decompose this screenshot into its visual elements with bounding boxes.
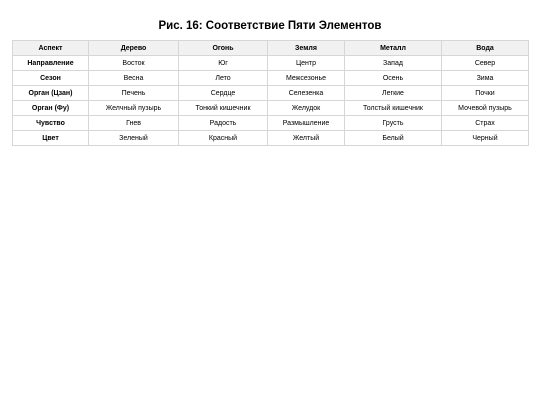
column-header-metal: Металл bbox=[345, 41, 442, 56]
table-cell: Мочевой пузырь bbox=[442, 101, 529, 116]
table-cell: Тонкий кишечник bbox=[179, 101, 268, 116]
table-cell: Межсезонье bbox=[268, 71, 345, 86]
table-cell: Зима bbox=[442, 71, 529, 86]
table-cell: Страх bbox=[442, 116, 529, 131]
table-cell: Весна bbox=[89, 71, 179, 86]
row-label: Орган (Фу) bbox=[13, 101, 89, 116]
table-cell: Размышление bbox=[268, 116, 345, 131]
table-row bbox=[13, 71, 529, 86]
table-cell: Восток bbox=[89, 56, 179, 71]
table-cell: Толстый кишечник bbox=[345, 101, 442, 116]
column-header-fire: Огонь bbox=[179, 41, 268, 56]
table-cell: Сердце bbox=[179, 86, 268, 101]
table-header-row bbox=[13, 41, 529, 56]
table-cell: Желтый bbox=[268, 131, 345, 146]
column-header-wood: Дерево bbox=[89, 41, 179, 56]
column-header-earth: Земля bbox=[268, 41, 345, 56]
table-row bbox=[13, 131, 529, 146]
table-cell: Легкие bbox=[345, 86, 442, 101]
five-elements-table bbox=[12, 40, 529, 146]
row-label: Чувство bbox=[13, 116, 89, 131]
table-cell: Юг bbox=[179, 56, 268, 71]
row-label: Направление bbox=[13, 56, 89, 71]
table-row bbox=[13, 56, 529, 71]
row-label: Сезон bbox=[13, 71, 89, 86]
table-cell: Север bbox=[442, 56, 529, 71]
table-cell: Черный bbox=[442, 131, 529, 146]
table-cell: Желчный пузырь bbox=[89, 101, 179, 116]
table-cell: Белый bbox=[345, 131, 442, 146]
table-row bbox=[13, 86, 529, 101]
table-cell: Грусть bbox=[345, 116, 442, 131]
table-cell: Лето bbox=[179, 71, 268, 86]
column-header-water: Вода bbox=[442, 41, 529, 56]
table-cell: Гнев bbox=[89, 116, 179, 131]
figure-title: Рис. 16: Соответствие Пяти Элементов bbox=[158, 20, 382, 32]
row-label: Орган (Цзан) bbox=[13, 86, 89, 101]
table-cell: Желудок bbox=[268, 101, 345, 116]
table-cell: Почки bbox=[442, 86, 529, 101]
column-header-aspect: Аспект bbox=[13, 41, 89, 56]
row-label: Цвет bbox=[13, 131, 89, 146]
table-cell: Зеленый bbox=[89, 131, 179, 146]
table-cell: Осень bbox=[345, 71, 442, 86]
table-cell: Красный bbox=[179, 131, 268, 146]
table-cell: Печень bbox=[89, 86, 179, 101]
table-cell: Селезенка bbox=[268, 86, 345, 101]
table-cell: Запад bbox=[345, 56, 442, 71]
table-row bbox=[13, 101, 529, 116]
table-cell: Радость bbox=[179, 116, 268, 131]
table-row bbox=[13, 116, 529, 131]
table-cell: Центр bbox=[268, 56, 345, 71]
